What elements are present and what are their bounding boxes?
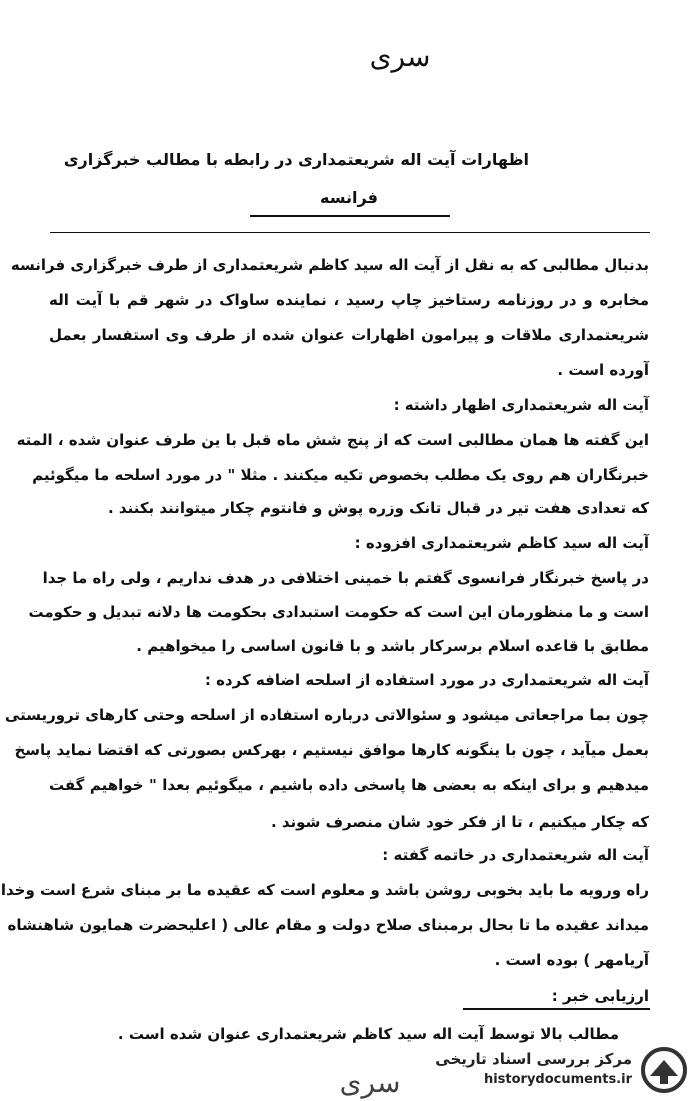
body-line: مخابره و در روزنامه رستاخیز چاپ رسید ، نماینده ساواک در شهر قم با آیت اله [49,291,649,309]
body-line: این گفته ها همان مطالبی است که از پنج شش ماه قبل با ین طرف عنوان شده ، المته [16,431,649,449]
section-heading: آیت اله شریعتمداری اظهار داشته : [393,396,649,414]
archive-logo-icon [640,1046,688,1094]
body-line: راه ورویه ما باید بخوبی روشن باشد و معلوم است که عقیده ما بر مبنای شرع است وخدا [0,881,649,899]
document-subtitle: فرانسه [320,188,378,207]
section-heading: آیت اله سید کاظم شریعتمداری افزوده : [354,534,649,552]
body-line: آورده است . [557,361,649,379]
body-line: میدهیم و برای اینکه به بعضی ها پاسخی داده باشیم ، میگوئیم بعدا " خواهیم گفت [49,776,649,794]
body-line: بعمل میآید ، چون با ینگونه کارها موافق نیستیم ، بهرکس بصورتی که اقتضا نماید پاسخ [14,741,649,759]
body-line: بدنبال مطالبی که به نقل از آیت اله سید کاظم شریعتمداری از طرف خبرگزاری فرانسه [10,256,649,274]
body-line: چون بما مراجعاتی میشود و سئوالاتی درباره استفاده از اسلحه وحتی کارهای تروریستی [4,706,649,724]
body-line: آریامهر ) بوده است . [494,951,649,969]
header-rule [50,232,650,233]
body-line: مطالب بالا توسط آیت اله سید کاظم شریعتمداری عنوان شده است . [117,1025,619,1043]
classification-stamp-bottom: سری [339,1066,401,1099]
body-line: مطابق با قاعده اسلام برسرکار باشد و با قانون اساسی را میخواهیم . [136,637,649,655]
archive-url: historydocuments.ir [483,1072,632,1087]
evaluation-underline [463,1008,650,1010]
document-title: اظهارات آیت اله شریعتمداری در رابطه با مطالب خبرگزاری [63,150,529,169]
body-line: که چکار میکنیم ، تا از فکر خود شان منصرف شوند . [270,813,649,831]
archive-name: مرکز بررسی اسناد تاریخی [435,1050,632,1068]
section-heading: آیت اله شریعتمداری در خاتمه گفته : [382,846,649,864]
body-line: میداند عقیده ما تا بحال برمبنای صلاح دولت و مقام عالی ( اعلیحضرت همایون شاهنشاه [7,916,649,934]
archive-watermark [432,1044,692,1096]
body-line: است و ما منظورمان این است که حکومت استبدادی بحکومت ها دلانه تبدیل و حکومت [28,603,649,621]
body-line: شریعتمداری ملاقات و پیرامون اظهارات عنوان شده از طرف وی استفسار بعمل [49,326,649,344]
section-heading: آیت اله شریعتمداری در مورد استفاده از اسلحه اضافه کرده : [204,671,649,689]
subtitle-underline [250,215,450,217]
classification-stamp-top: سری [369,40,431,73]
body-line: در پاسخ خبرنگار فرانسوی گفتم با خمینی اختلافی در هدف نداریم ، ولی راه ما جدا [42,569,649,587]
body-line: خبرنگاران هم روی یک مطلب بخصوص تکیه میکنند . مثلا " در مورد اسلحه ما میگوئیم [32,466,649,484]
evaluation-heading: ارزیابی خبر : [551,987,649,1005]
body-line: که تعدادی هفت تیر در قبال تانک وزره پوش و فانتوم چکار میتوانند بکنند . [107,499,649,517]
